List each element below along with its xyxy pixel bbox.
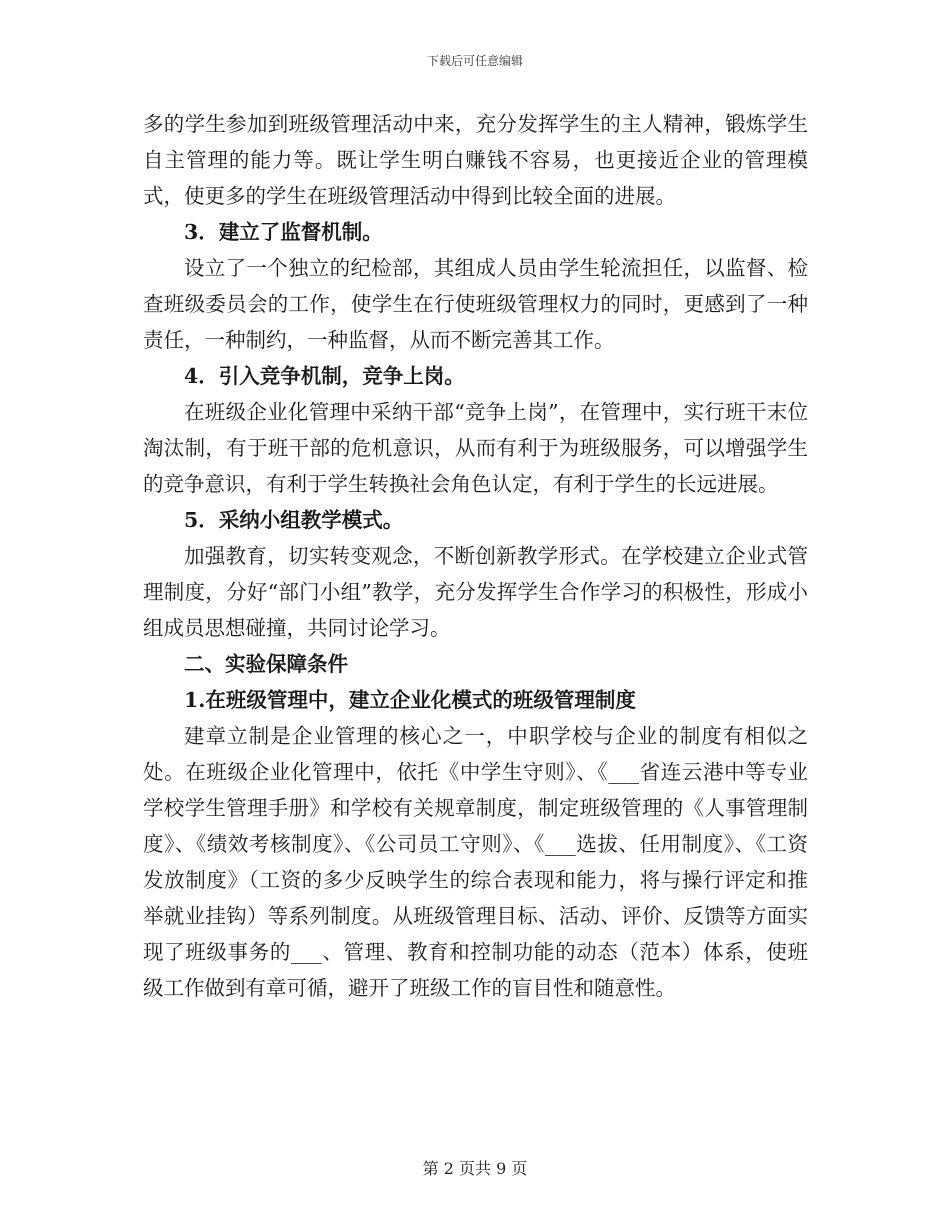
heading-management-system: 1.在班级管理中，建立企业化模式的班级管理制度: [184, 688, 636, 712]
heading-group-teaching: 5．采纳小组教学模式。: [184, 508, 404, 532]
paragraph-continuation: 多的学生参加到班级管理活动中来，充分发挥学生的主人精神，锻炼学生自主管理的能力等。既让学生明白赚钱不容易，也更接近企业的管理模式，使更多的学生在班级管理活动中得到比较全面的进展。: [143, 112, 808, 208]
page-header: 下载后可任意编辑: [426, 54, 523, 68]
paragraph-management-system: 建章立制是企业管理的核心之一，中职学校与企业的制度有相似之处。在班级企业化管理中，依托《中学生守则》、《___省连云港中等专业学校学生管理手册》和学校有关规章制度，制定班级管理的《人事管理制度》、《绩效考核制度》、《公司员工守则》、《___选拔、任用制度》、《工资发放制度》（工资的多少反映学生的综合表现和能力，将与操行评定和推举就业挂钩）等系列制度。从班级管理目标、活动、评价、反馈等方面实现了班级事务的___、管理、教育和控制功能的动态（范本）体系，使班级工作做到有章可循，避开了班级工作的盲目性和随意性。: [143, 724, 808, 1000]
document-body: [143, 106, 808, 1006]
page-footer: 第 2 页共 9 页: [422, 1159, 528, 1178]
paragraph-supervision: 设立了一个独立的纪检部，其组成人员由学生轮流担任，以监督、检查班级委员会的工作，使学生在行使班级管理权力的同时，更感到了一种责任，一种制约，一种监督，从而不断完善其工作。: [143, 256, 808, 352]
paragraph-competition: 在班级企业化管理中采纳干部“竞争上岗”，在管理中，实行班干末位淘汰制，有于班干部的危机意识，从而有利于为班级服务，可以增强学生的竞争意识，有利于学生转换社会角色认定，有利于学生的长远进展。: [143, 400, 808, 496]
heading-experiment-conditions: 二、实验保障条件: [184, 652, 348, 676]
heading-competition-mechanism: 4．引入竞争机制，竞争上岗。: [184, 364, 465, 388]
paragraph-group-teaching: 加强教育，切实转变观念，不断创新教学形式。在学校建立企业式管理制度，分好“部门小组”教学，充分发挥学生合作学习的积极性，形成小组成员思想碰撞，共同讨论学习。: [143, 544, 808, 640]
heading-supervision-mechanism: 3．建立了监督机制。: [184, 220, 383, 244]
